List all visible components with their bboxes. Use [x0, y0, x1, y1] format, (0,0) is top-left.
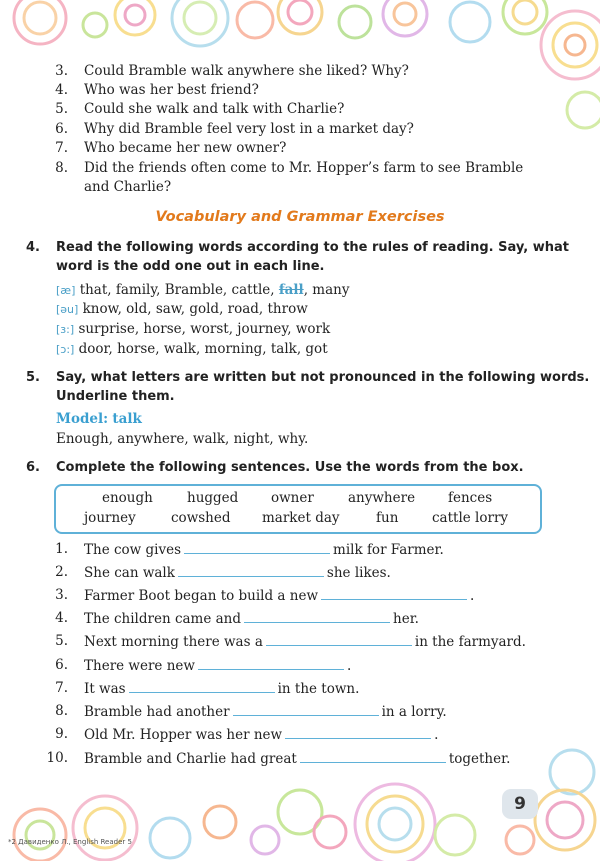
sentence-text: in the farmyard. — [414, 634, 526, 650]
sentence-text: There were new — [84, 658, 195, 674]
box-word: cowshed — [171, 510, 231, 526]
phonetic-symbol: [æ] — [56, 284, 76, 297]
sentence-text: It was — [84, 681, 126, 697]
sentence-text: . — [470, 588, 475, 604]
exercise-instruction: Complete the following sentences. Use the words from the box. — [56, 460, 524, 475]
question-number: 8. — [55, 160, 68, 176]
word-list: that, family, Bramble, cattle, — [79, 282, 275, 298]
sentence-number: 7. — [55, 680, 68, 696]
exercise-number: 6. — [26, 460, 40, 475]
box-word: cattle lorry — [432, 510, 509, 526]
phonetic-symbol: [ɔ:] — [56, 343, 75, 356]
box-word: owner — [271, 490, 314, 506]
exercise-instruction: Read the following words according to the rules of reading. Say, what — [56, 240, 570, 255]
phonetic-row — [56, 301, 308, 317]
answer-blank[interactable] — [300, 750, 446, 763]
answer-blank[interactable] — [129, 680, 275, 693]
question-text: Did the friends often come to Mr. Hopper’s farm to see Bramble — [84, 160, 524, 176]
question-text: Who was her best friend? — [84, 82, 259, 98]
sentence-text: . — [346, 658, 352, 674]
footer-credit: *2 Давиденко Л., English Reader 5 — [8, 838, 132, 846]
phonetic-row — [56, 341, 328, 357]
sentence-number: 1. — [55, 541, 68, 557]
question-number: 3. — [55, 63, 68, 79]
answer-blank[interactable] — [266, 633, 412, 646]
box-word: market day — [262, 510, 340, 526]
sentence-text: Old Mr. Hopper was her new — [84, 727, 283, 743]
sentence-number: 2. — [55, 564, 68, 580]
answer-blank[interactable] — [198, 657, 344, 670]
box-word: journey — [84, 510, 136, 526]
phonetic-symbol: [əu] — [56, 303, 79, 316]
box-word: fences — [448, 490, 493, 506]
question-number: 6. — [55, 121, 68, 137]
question-text: Could Bramble walk anywhere she liked? Why? — [84, 63, 409, 79]
question-number: 5. — [55, 101, 68, 117]
sentence-text: she likes. — [326, 565, 391, 581]
question-text: and Charlie? — [84, 179, 172, 195]
exercise-instruction: word is the odd one out in each line. — [56, 259, 325, 274]
exercise-instruction: Underline them. — [56, 389, 175, 404]
sentence-text: her. — [393, 611, 419, 627]
sentence-number: 9. — [55, 726, 68, 742]
sentence-number: 5. — [55, 633, 68, 649]
box-word: enough — [102, 490, 153, 506]
box-word: anywhere — [348, 490, 416, 506]
sentence-text: The children came and — [84, 611, 242, 627]
sentence-text: milk for Farmer. — [333, 542, 444, 558]
sentence-text: Bramble had another — [84, 704, 230, 720]
sentence-text: Next morning there was a — [84, 634, 263, 650]
sentence-text: The cow gives — [84, 542, 182, 558]
sentence-text: Bramble and Charlie had great — [84, 751, 297, 767]
word-box — [54, 484, 542, 534]
sentence-text: together. — [448, 751, 511, 767]
question-text: Could she walk and talk with Charlie? — [84, 101, 345, 117]
sentence-number: 4. — [55, 610, 68, 626]
answer-blank[interactable] — [184, 541, 330, 554]
box-word: fun — [376, 510, 399, 526]
box-word: hugged — [187, 490, 239, 506]
question-text: Why did Bramble feel very lost in a market day? — [84, 121, 414, 137]
answer-blank[interactable] — [321, 587, 467, 600]
exercise-number: 5. — [26, 370, 40, 385]
sentence-number: 10. — [46, 750, 68, 766]
sentence-number: 6. — [55, 657, 68, 673]
phonetic-row — [56, 282, 349, 298]
exercise-number: 4. — [26, 240, 40, 255]
word-list: Enough, anywhere, walk, night, why. — [56, 431, 309, 447]
answer-blank[interactable] — [178, 564, 324, 577]
model-word: talk — [112, 411, 142, 427]
section-title: Vocabulary and Grammar Exercises — [155, 209, 445, 225]
question-text: Who became her new owner? — [84, 140, 287, 156]
model-line — [56, 411, 142, 427]
struck-word: fall — [278, 282, 304, 298]
page-number: 9 — [502, 789, 538, 819]
sentence-text: in a lorry. — [381, 704, 447, 720]
question-number: 4. — [55, 82, 68, 98]
exercise-instruction: Say, what letters are written but not pronounced in the following words. — [56, 370, 590, 385]
word-list: , many — [303, 282, 350, 298]
phonetic-row — [56, 321, 330, 337]
answer-blank[interactable] — [285, 726, 431, 739]
sentence-text: She can walk — [84, 565, 175, 581]
answer-blank[interactable] — [244, 610, 390, 623]
question-number: 7. — [55, 140, 68, 156]
sentence-text: Farmer Boot began to build a new — [84, 588, 319, 604]
sentence-text: in the town. — [277, 681, 360, 697]
sentence-number: 8. — [55, 703, 68, 719]
phonetic-symbol: [ɜ:] — [56, 323, 75, 336]
word-list: door, horse, walk, morning, talk, got — [78, 341, 328, 357]
word-list: know, old, saw, gold, road, throw — [82, 301, 308, 317]
sentence-number: 3. — [55, 587, 68, 603]
model-label: Model: — [56, 411, 109, 427]
word-list: surprise, horse, worst, journey, work — [78, 321, 331, 337]
sentence-text: . — [434, 727, 439, 743]
answer-blank[interactable] — [233, 703, 379, 716]
